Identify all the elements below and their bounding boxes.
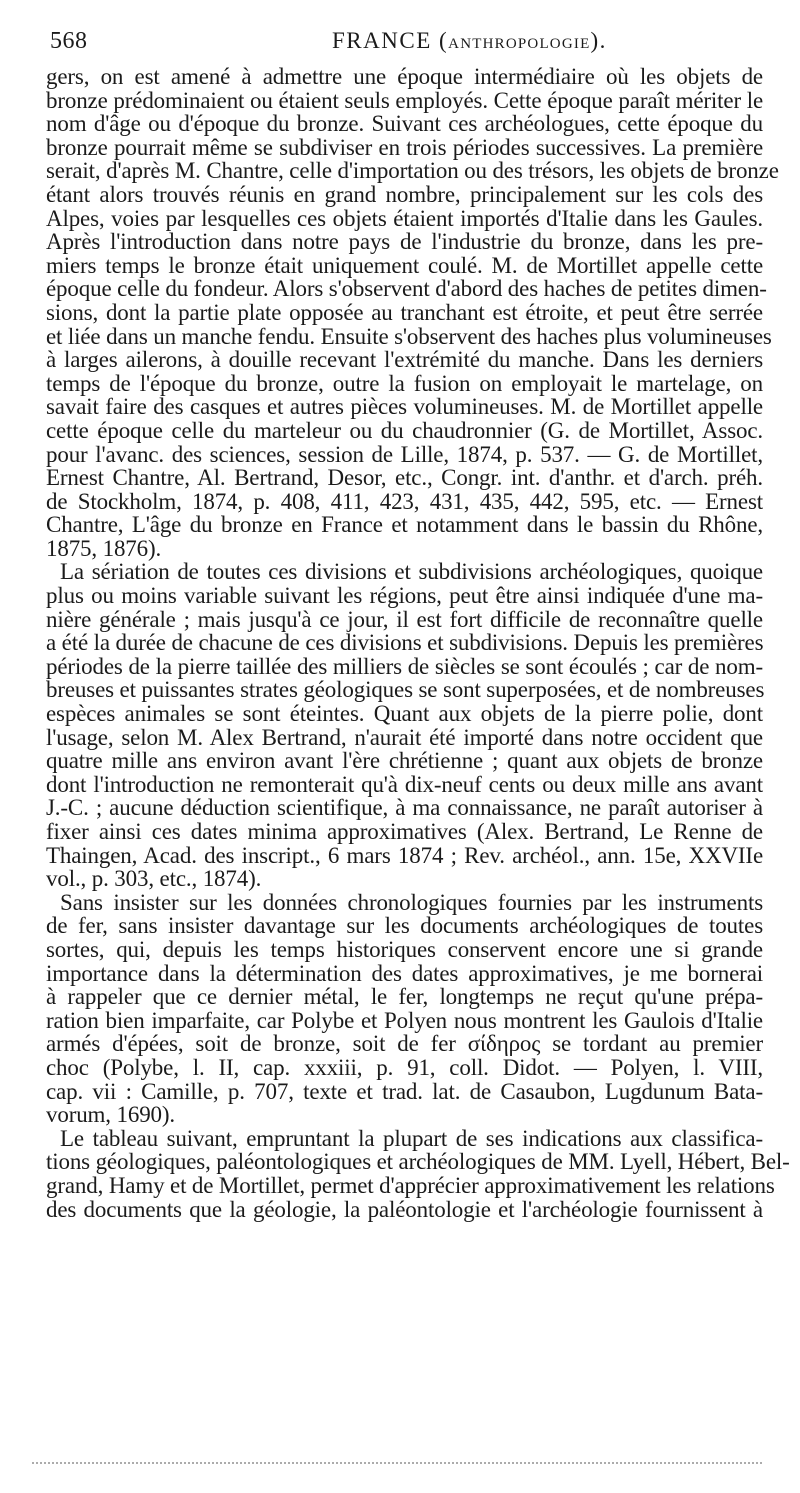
running-title-main: FRANCE bbox=[332, 28, 432, 53]
running-title-open: ( bbox=[431, 28, 449, 53]
text-line: La sériation de toutes ces divisions et subdivisions archéologiques, quoique bbox=[60, 559, 763, 585]
text-line: cette époque celle du marteleur ou du chaudronnier (G. de Mortillet, Assoc. bbox=[46, 417, 763, 443]
bottom-scan-artifact-rule bbox=[32, 1462, 762, 1464]
running-title-subtitle: ANTHROPOLOGIE bbox=[448, 36, 591, 52]
page-header bbox=[50, 28, 760, 64]
text-line: nom d'âge ou d'époque du bronze. Suivant ces archéologues, cette époque du bbox=[46, 111, 763, 137]
text-line: fixer ainsi ces dates minima approximatives (Alex. Bertrand, Le Renne de bbox=[46, 819, 763, 844]
text-line: des documents que la géologie, la paléontologie et l'archéologie fournissent à bbox=[46, 1196, 763, 1222]
running-title-close: ). bbox=[590, 28, 607, 53]
text-line: tions géologiques, paléontologiques et archéologiques de MM. Lyell, Hébert, Bel- bbox=[46, 1149, 790, 1175]
text-line: a été la durée de chacune de ces divisions et subdivisions. Depuis les premières bbox=[46, 630, 764, 656]
text-line: cap. vii : Camille, p. 707, texte et trad. lat. de Casaubon, Lugdunum Bata- bbox=[46, 1078, 763, 1104]
text-line: sortes, qui, depuis les temps historiques conservent encore une si grande bbox=[46, 936, 763, 962]
text-line: l'usage, selon M. Alex Bertrand, n'aurait été importé dans notre occident que bbox=[46, 724, 763, 750]
text-line: Alpes, voies par lesquelles ces objets étaient importés d'Italie dans les Gaules. bbox=[46, 205, 763, 231]
text-line: miers temps le bronze était uniquement coulé. M. de Mortillet appelle cette bbox=[46, 252, 763, 278]
text-line: Sans insister sur les données chronologiques fournies par les instruments bbox=[60, 889, 763, 915]
text-line: nière générale ; mais jusqu'à ce jour, il est fort difficile de reconnaître quelle bbox=[46, 606, 763, 632]
text-line: bronze pourrait même se subdiviser en trois périodes successives. La première bbox=[46, 134, 763, 160]
paragraph-4 bbox=[46, 1125, 790, 1222]
text-line: étant alors trouvés réunis en grand nombre, principalement sur les cols des bbox=[46, 181, 763, 207]
paragraph-1 bbox=[46, 64, 779, 561]
text-line: grand, Hamy et de Mortillet, permet d'apprécier approximativement les relations bbox=[46, 1172, 775, 1198]
text-line: ration bien imparfaite, car Polybe et Polyen nous montrent les Gaulois d'Italie bbox=[46, 1007, 763, 1033]
text-line: temps de l'époque du bronze, outre la fusion on employait le martelage, on bbox=[46, 370, 763, 396]
text-line: quatre mille ans environ avant l'ère chrétienne ; quant aux objets de bronze bbox=[46, 748, 763, 774]
text-line: savait faire des casques et autres pièces volumineuses. M. de Mortillet appelle bbox=[46, 394, 763, 420]
text-line: espèces animales se sont éteintes. Quant aux objets de la pierre polie, dont bbox=[46, 701, 763, 727]
text-line: Après l'introduction dans notre pays de l'industrie du bronze, dans les pre- bbox=[46, 229, 763, 255]
text-line: breuses et puissantes strates géologiques se sont superposées, et de nombreuses bbox=[46, 677, 765, 703]
text-line: de Stockholm, 1874, p. 408, 411, 423, 431, 435, 442, 595, etc. — Ernest bbox=[46, 488, 763, 514]
text-line: vol., p. 303, etc., 1874). bbox=[46, 866, 262, 892]
text-line: périodes de la pierre taillée des milliers de siècles se sont écoulés ; car de nom- bbox=[46, 653, 763, 679]
page-number: 568 bbox=[50, 28, 88, 54]
text-line: plus ou moins variable suivant les régions, peut être ainsi indiquée d'une ma- bbox=[46, 583, 763, 609]
text-line: gers, on est amené à admettre une époque intermédiaire où les objets de bbox=[46, 64, 763, 89]
text-line: pour l'avanc. des sciences, session de Lille, 1874, p. 537. — G. de Mortillet, bbox=[46, 441, 763, 467]
text-line: sions, dont la partie plate opposée au tranchant est étroite, et peut être serrée bbox=[46, 299, 763, 325]
text-line: Ernest Chantre, Al. Bertrand, Desor, etc., Congr. int. d'anthr. et d'arch. préh. bbox=[46, 465, 763, 491]
text-line: serait, d'après M. Chantre, celle d'importation ou des trésors, les objets de bronze bbox=[46, 158, 779, 184]
text-line: dont l'introduction ne remonterait qu'à dix-neuf cents ou deux mille ans avant bbox=[46, 771, 763, 797]
text-line: de fer, sans insister davantage sur les documents archéologiques de toutes bbox=[46, 913, 763, 939]
text-line: 1875, 1876). bbox=[46, 535, 162, 561]
running-title bbox=[332, 28, 607, 54]
text-line: armés d'épées, soit de bronze, soit de fer σίδηρος se tordant au premier bbox=[46, 1031, 763, 1057]
text-line: à larges ailerons, à douille recevant l'extrémité du manche. Dans les derniers bbox=[46, 347, 763, 373]
text-line: J.-C. ; aucune déduction scientifique, à ma connaissance, ne paraît autoriser à bbox=[46, 795, 763, 821]
text-line: Thaingen, Acad. des inscript., 6 mars 1874 ; Rev. archéol., ann. 15e, XXVIIe bbox=[46, 842, 763, 868]
text-line: vorum, 1690). bbox=[46, 1102, 176, 1128]
body-text bbox=[46, 64, 790, 1222]
paragraph-2 bbox=[46, 560, 763, 890]
text-line: et liée dans un manche fendu. Ensuite s'observent des haches plus volumineuses bbox=[46, 323, 772, 349]
text-line: Le tableau suivant, empruntant la plupart de ses indications aux classifica- bbox=[60, 1125, 763, 1151]
text-line: époque celle du fondeur. Alors s'observent d'abord des haches de petites dimen- bbox=[46, 276, 767, 302]
text-line: choc (Polybe, l. II, cap. xxxiii, p. 91, coll. Didot. — Polyen, l. VIII, bbox=[46, 1054, 763, 1080]
paragraph-3 bbox=[46, 891, 763, 1127]
text-line: Chantre, L'âge du bronze en France et notamment dans le bassin du Rhône, bbox=[46, 512, 763, 538]
text-line: à rappeler que ce dernier métal, le fer, longtemps ne reçut qu'une prépa- bbox=[46, 984, 763, 1010]
text-line: importance dans la détermination des dates approximatives, je me bornerai bbox=[46, 960, 763, 986]
text-line: bronze prédominaient ou étaient seuls employés. Cette époque paraît mériter le bbox=[46, 87, 763, 113]
